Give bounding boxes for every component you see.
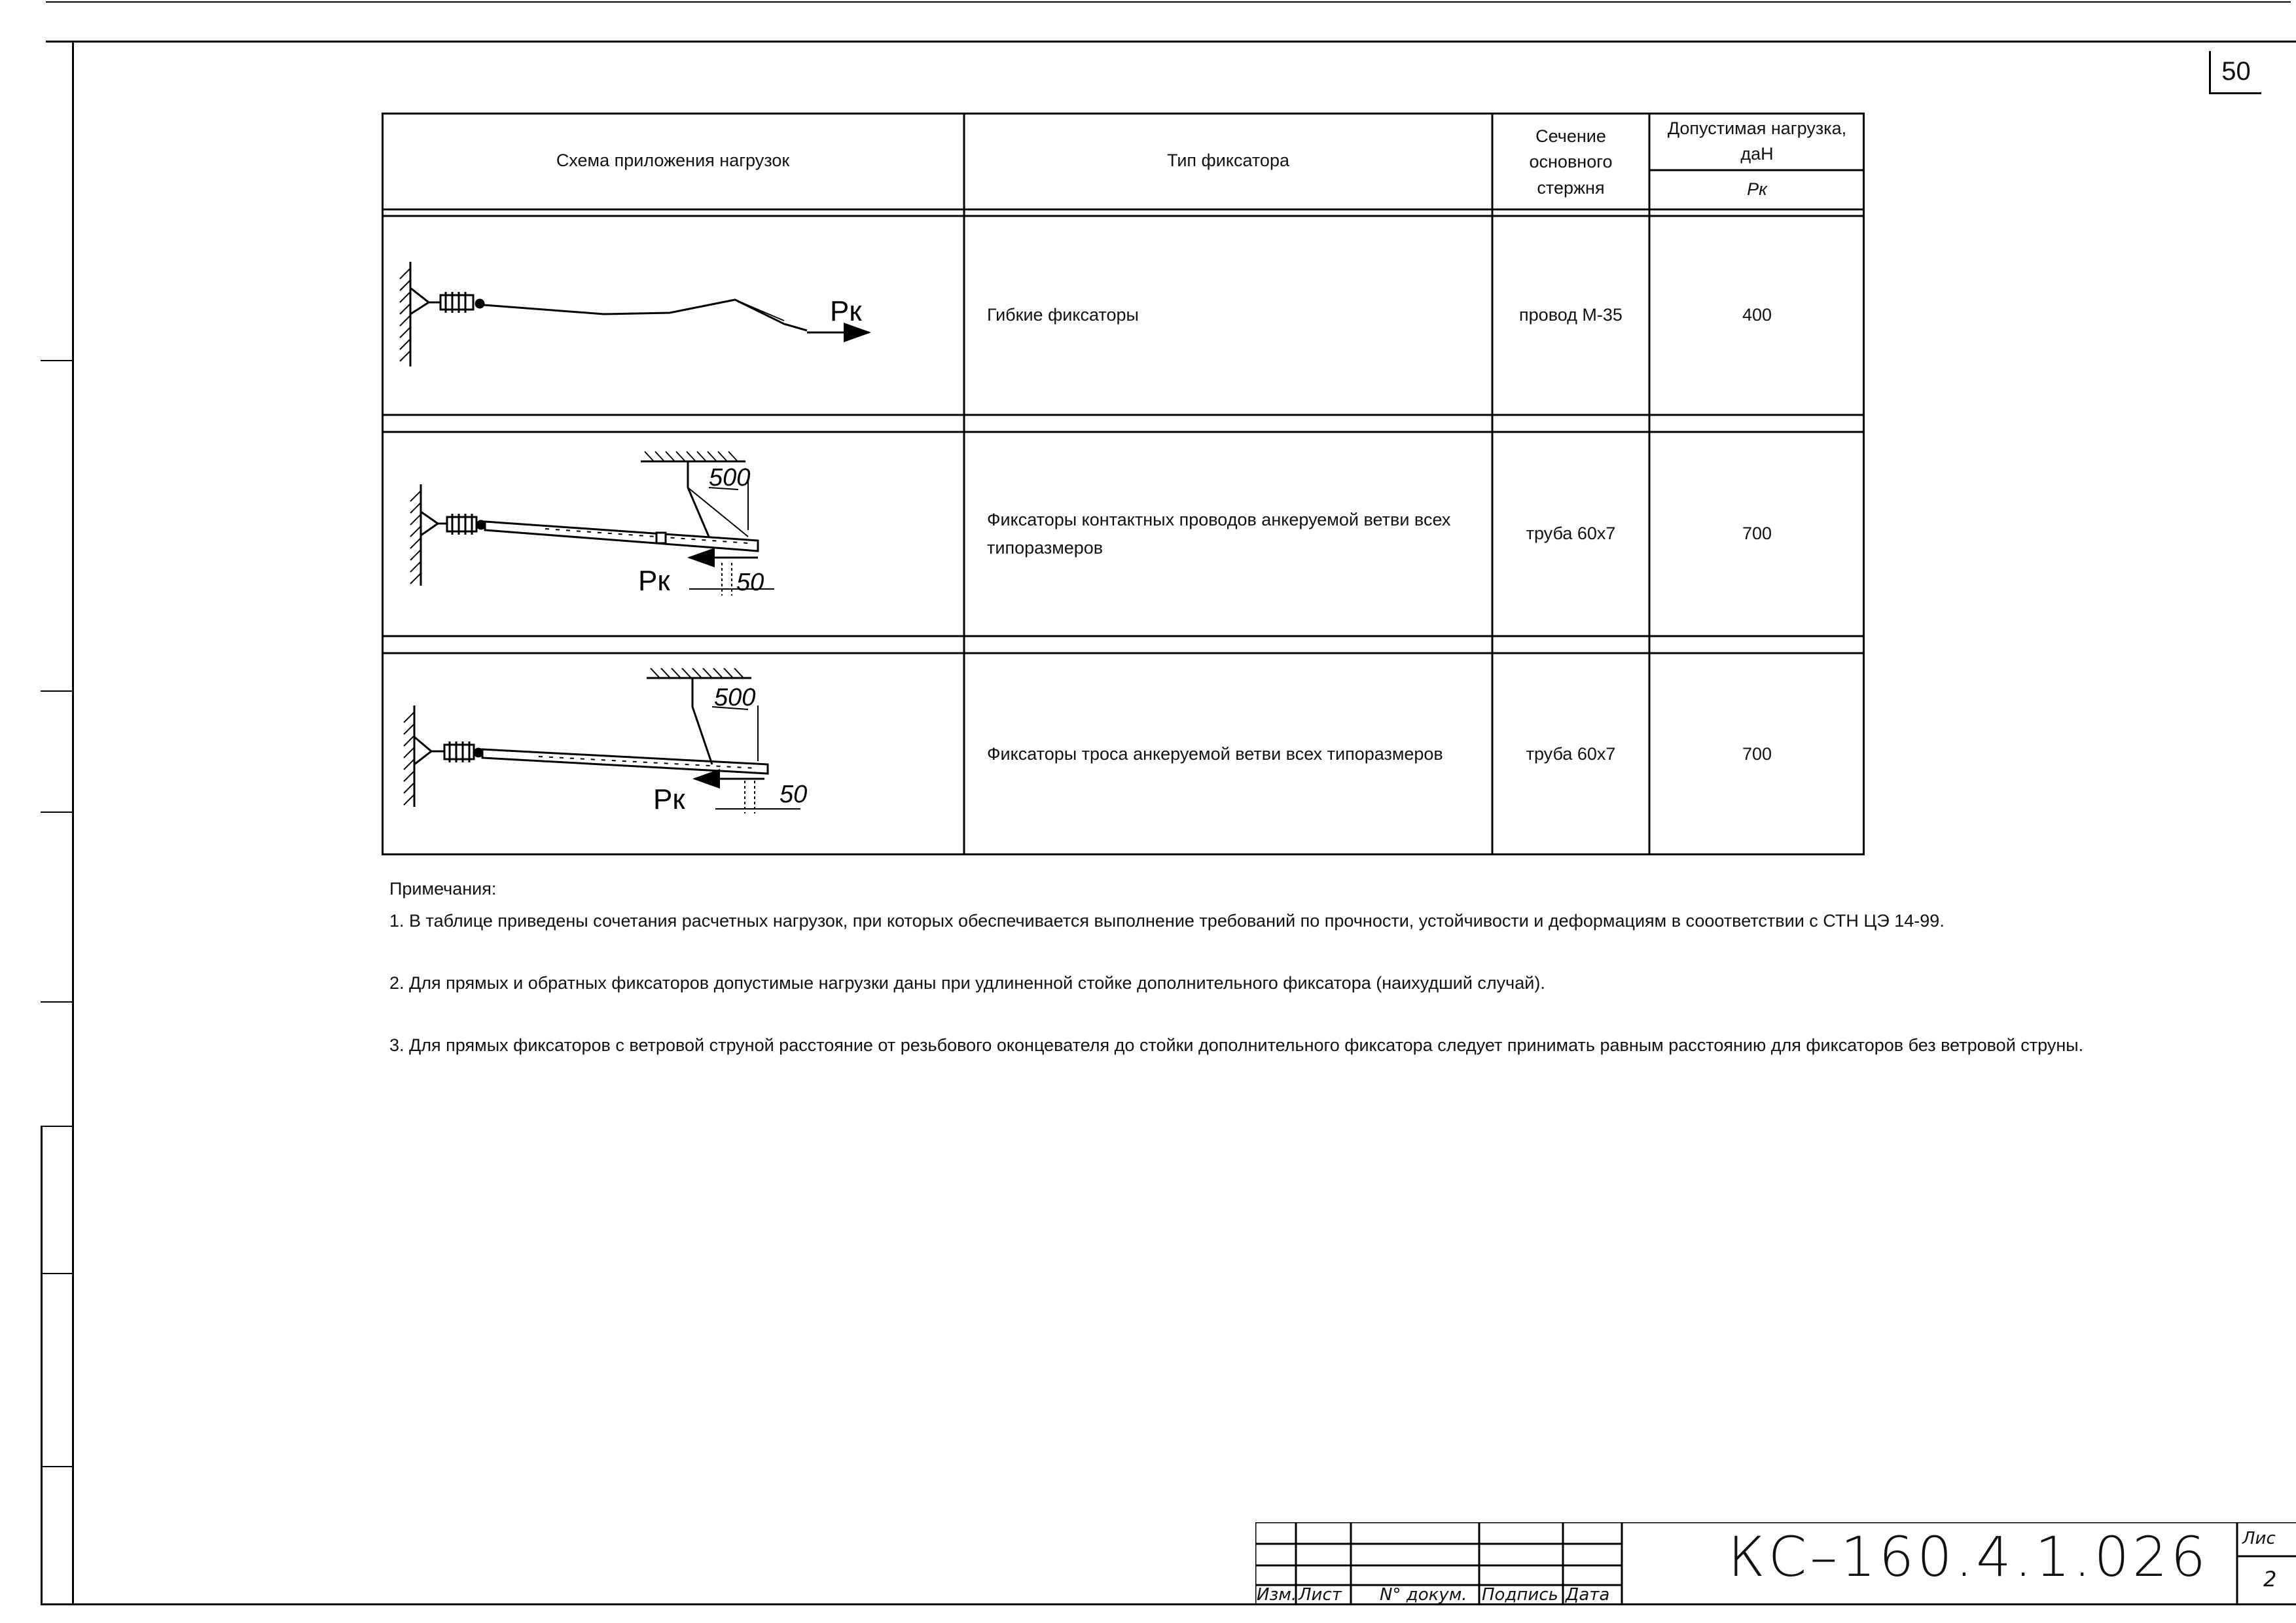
row2-type: Фиксаторы контактных проводов анкеруемой ветви всех типоразмеров — [987, 509, 1451, 558]
binding-tick-1 — [41, 360, 73, 361]
tb-label-signature: Подпись — [1482, 1585, 1558, 1605]
tb-sheet-label: Лис — [2242, 1529, 2276, 1548]
header-section: Сечение основного стержня — [1529, 126, 1613, 198]
frame-left-line — [72, 41, 74, 1605]
header-pk: Рк — [1747, 179, 1767, 200]
document-code: КС–160.4.1.026 — [1728, 1525, 2209, 1589]
loads-table — [382, 113, 1865, 855]
tb-label-change: Изм. — [1257, 1585, 1297, 1605]
binding-tick-3 — [41, 812, 73, 813]
binding-tick-7 — [41, 1466, 73, 1467]
binding-tick-4 — [41, 1001, 73, 1003]
page-number: 50 — [2221, 57, 2251, 86]
header-allowable-load: Допустимая нагрузка, даН — [1667, 118, 1847, 164]
row3-section: труба 60х7 — [1526, 743, 1616, 764]
row1-type: Гибкие фиксаторы — [987, 305, 1139, 325]
binding-tick-5 — [41, 1126, 73, 1127]
row2-dim-b: 50 — [736, 569, 764, 596]
diagram-contact-wire-fixator — [382, 432, 964, 636]
frame-top-line — [46, 41, 2296, 43]
tb-label-date: Дата — [1566, 1585, 1610, 1605]
row2-section: труба 60х7 — [1526, 524, 1616, 544]
row1-load: 400 — [1742, 305, 1772, 325]
row3-force-label: Рк — [653, 783, 685, 815]
binding-tick-2 — [41, 690, 73, 692]
row2-force-label: Рк — [638, 565, 670, 597]
row2-dim-a: 500 — [709, 464, 751, 491]
row3-dim-b: 50 — [780, 781, 808, 808]
row1-force-label: Рк — [830, 295, 862, 327]
row3-dim-a: 500 — [714, 684, 756, 711]
row3-load: 700 — [1742, 743, 1772, 764]
note-3: 3. Для прямых фиксаторов с ветровой струной расстояние от резьбового оконцевателя до стойки дополнительного фиксатора следует принимать равным расстоянию для фиксаторов без ветровой струны. — [389, 1035, 2084, 1055]
page-number-box — [2209, 51, 2261, 94]
row2-load: 700 — [1742, 524, 1772, 544]
diagram-flexible-fixator — [382, 216, 964, 415]
binding-strip-line — [41, 1126, 43, 1605]
frame-top-edge — [46, 1, 2291, 3]
row3-type: Фиксаторы троса анкеруемой ветви всех типоразмеров — [987, 743, 1443, 764]
tb-label-doc-number: N° докум. — [1380, 1585, 1467, 1605]
tb-label-sheet: Лист — [1299, 1585, 1342, 1605]
header-type: Тип фиксатора — [1167, 151, 1289, 171]
note-1: 1. В таблице приведены сочетания расчетных нагрузок, при которых обеспечивается выполнение требований по прочности, устойчивости и деформациям в сооответствии с СТН ЦЭ 14-99. — [389, 911, 1945, 931]
header-scheme: Схема приложения нагрузок — [556, 151, 790, 171]
binding-tick-6 — [41, 1273, 73, 1274]
diagram-messenger-fixator — [382, 653, 964, 855]
note-2: 2. Для прямых и обратных фиксаторов допустимые нагрузки даны при удлиненной стойке дополнительного фиксатора (наихудший случай). — [389, 973, 1545, 993]
tb-sheet-value: 2 — [2263, 1567, 2277, 1592]
row1-section: провод М-35 — [1519, 305, 1623, 325]
notes-title: Примечания: — [389, 879, 497, 899]
